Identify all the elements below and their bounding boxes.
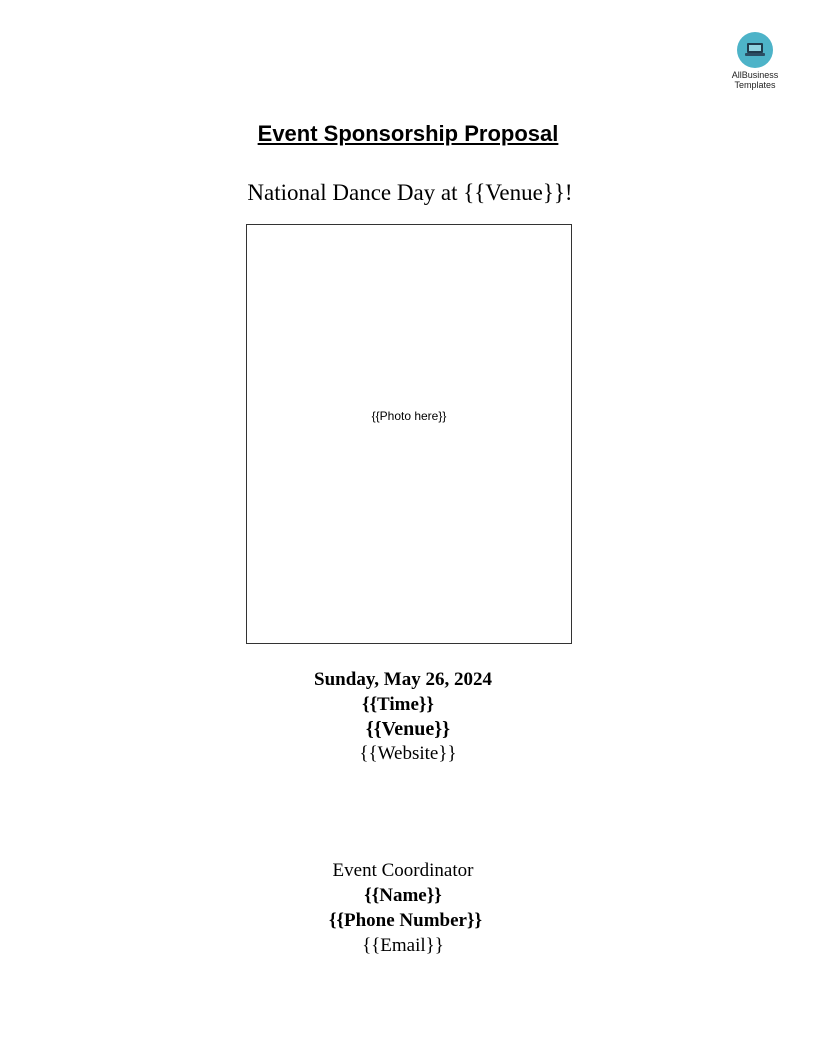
event-website: {{Website}}	[359, 743, 457, 764]
laptop-icon	[737, 32, 773, 68]
event-time: {{Time}}	[362, 694, 434, 715]
coordinator-email: {{Email}}	[362, 935, 444, 956]
coordinator-name: {{Name}}	[364, 885, 442, 906]
logo-text-line1: AllBusiness	[731, 70, 779, 80]
brand-logo	[724, 32, 786, 90]
coordinator-heading: Event Coordinator	[332, 860, 474, 881]
document-subtitle: National Dance Day at {{Venue}}!	[247, 180, 573, 205]
document-title: Event Sponsorship Proposal	[257, 121, 559, 146]
event-date: Sunday, May 26, 2024	[314, 669, 492, 690]
photo-placeholder-label: {{Photo here}}	[371, 409, 447, 423]
event-venue: {{Venue}}	[365, 718, 451, 740]
logo-text-line2: Templates	[734, 80, 776, 90]
photo-placeholder-box	[246, 224, 572, 644]
coordinator-phone: {{Phone Number}}	[329, 910, 482, 931]
